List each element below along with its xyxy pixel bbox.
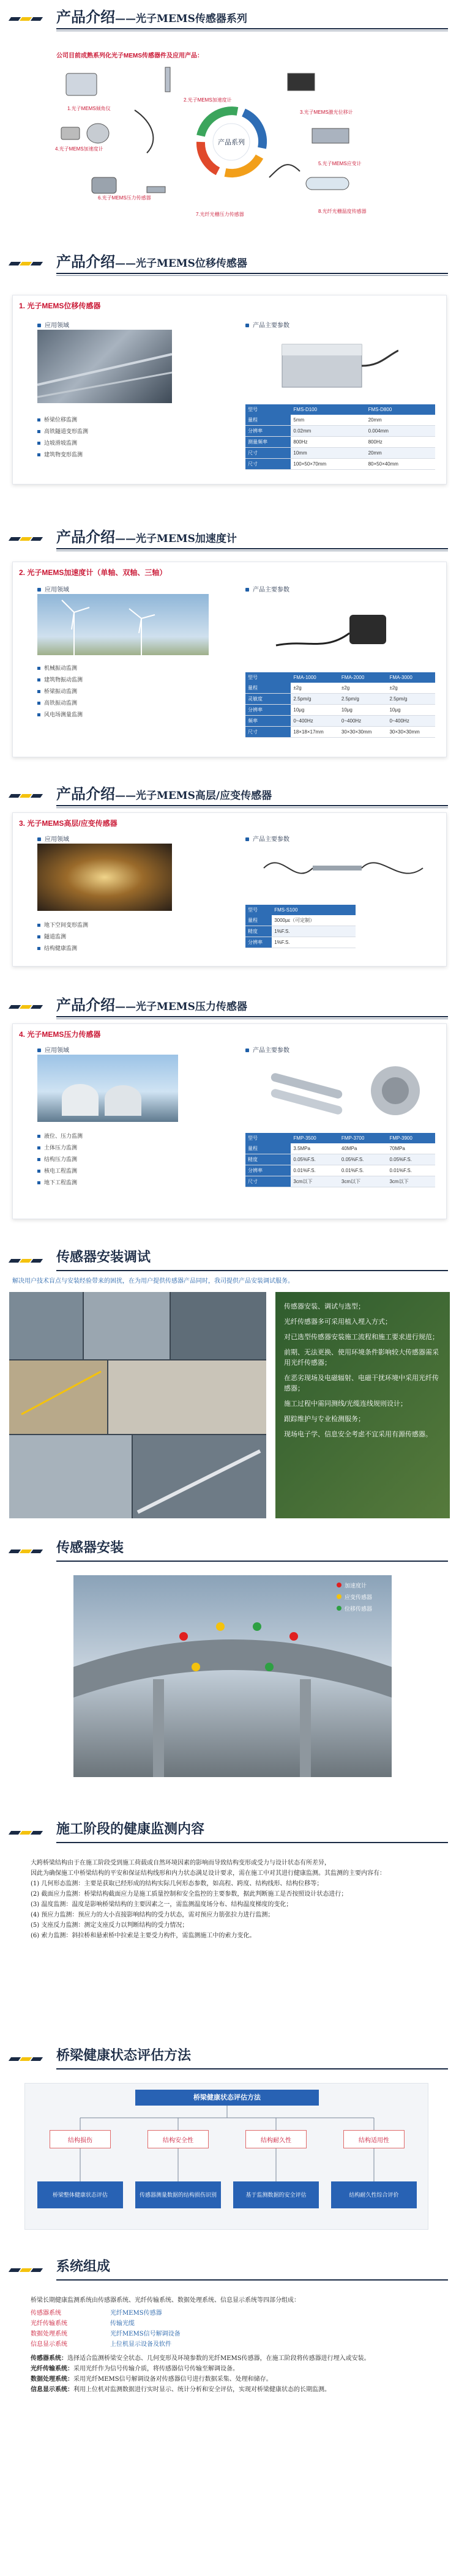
table-row: 量程 ±2g ±2g ±2g <box>245 683 435 694</box>
header-stripes-icon <box>7 527 44 552</box>
pressure-title: 产品介绍——光子MEMS压力传感器 <box>56 996 247 1014</box>
table-row: 分辨率 10μg 10μg 10μg <box>245 705 435 716</box>
legend-dot-icon <box>337 1606 341 1611</box>
bullet-icon <box>245 324 249 327</box>
accelerometer-tag: 2. 光子MEMS加速度计（单轴、双轴、三轴） <box>19 568 167 577</box>
list-item: 土体压力监测 <box>37 1143 83 1151</box>
table-row: 分辨率 0.01%F.S. 0.01%F.S. 0.01%F.S. <box>245 1165 435 1176</box>
product-label-5: 5.光子MEMS应变计 <box>318 161 362 166</box>
system-desc: 光纤传输系统：采用光纤作为信号传输介质，将传感器信号传输至解调设备。 <box>31 2366 239 2372</box>
header-stripes-icon <box>7 7 44 32</box>
header-stripes-icon <box>7 784 44 809</box>
displacement-app-list <box>37 412 88 462</box>
assessment-section <box>0 2040 459 2236</box>
list-item: 地下工程监测 <box>37 1178 83 1186</box>
displacement-tag: 1. 光子MEMS位移传感器 <box>19 302 101 310</box>
intro-lead: 公司目前成熟系列化光子MEMS传感器件及应用产品： <box>56 53 203 59</box>
list-item: 高铁振动监测 <box>37 699 83 707</box>
assessment-method: 桥梁整体健康状态评估 <box>37 2181 123 2208</box>
header-stripes-icon <box>7 2259 44 2283</box>
system-section <box>0 2251 459 2576</box>
list-item: 机械振动监测 <box>37 664 83 672</box>
accelerometer-section <box>0 520 459 771</box>
assessment-diagram <box>24 2083 428 2230</box>
list-item: 液位、压力监测 <box>37 1132 83 1140</box>
table-row: 尺寸 18×18×17mm 30×30×30mm 30×30×30mm <box>245 727 435 738</box>
displacement-spec-table: 型号 FMS-D100 FMS-D800 量程 5mm 20mm 分辨率 0.02mm 0.004mm 测量频率 800Hz 800Hz 尺寸 10mm 20mm 尺寸 100×50×70mm 80×50×40mm <box>245 404 435 470</box>
mount-title: 传感器安装 <box>56 1540 124 1556</box>
system-desc: 数据处理系统：采用光纤MEMS信号解调设备对传感器信号进行数据采集、处理和储存。 <box>31 2376 272 2383</box>
list-item: 隧道监测 <box>37 932 88 940</box>
construction-body: 大跨桥梁结构由于在施工阶段受到施工荷载或自然环境因素的影响而导致结构变形或受力与设计状态有所差异， 因此为确保施工中桥梁结构的平安和保证结构线形和内力状态满足设计要求，需在施工中对其进行健康监测。其监测的主要内容有： (1) 几何形态监测：主要是获取已经形成的结构实际几何形态参数，如高程、跨度、结构线形、结构位移等； (2) 截面应力监测：桥梁结构截面应力是施工质量控制和安全监控的主要参数，据此判断施工是否按照设计状态进行； (3) 温度监测：温度是影响桥梁结构的主要因素之一，需监测温度场分布、结构温度梯度的变化； (4) 预应力监测：预应力的大小直接影响结构的受力状态，需对预应力筋张拉力进行监测； (5) 支座反力监测：测定支座反力以判断结构的受力情况； (6) 索力监测：斜拉桥和悬索桥中拉索是主要受力构件，需监测施工中的索力变化。 <box>31 1860 386 1939</box>
mount-legend: 加速度计 应变传感器 位移传感器 <box>337 1581 372 1613</box>
strain-app-list <box>37 917 88 956</box>
header-stripes-icon <box>7 2047 44 2072</box>
product-label-4: 4.光子MEMS加速度计 <box>55 146 103 152</box>
intro-title: 产品介绍——光子MEMS传感器系列 <box>56 8 247 26</box>
pressure-section <box>0 988 459 1230</box>
bullet-icon <box>37 1049 41 1052</box>
product-label-2: 2.光子MEMS加速度计 <box>184 97 232 103</box>
assessment-method: 传感器测量数据的结构损伤识别 <box>135 2181 221 2208</box>
install-photo-collage <box>9 1292 266 1518</box>
displacement-card: 1. 光子MEMS位移传感器 应用领域 桥梁位移监测 高铁隧道变形监测 边坡滑坡监测 建筑物变形监测 产品主要参数 型号 FMS-D100 FMS-D800 量程 5mm 20mm 分辨率 0.02mm 0.004mm 测量频率 800Hz 800Hz 尺寸 10mm 20mm 尺寸 100×50×70mm 80×50×40mm <box>12 295 447 484</box>
header-stripes-icon <box>7 1249 44 1274</box>
accelerometer-product-image <box>270 596 417 664</box>
header-rule <box>56 28 448 29</box>
system-parts <box>31 2308 435 2350</box>
table-row: 分辨率 0.02mm 0.004mm <box>245 426 435 437</box>
table-row: 频率 0~400Hz 0~400Hz 0~400Hz <box>245 716 435 727</box>
bullet-icon <box>245 837 249 841</box>
strain-spec-table: 型号 FMS-S100 量程 3000με（可定制） 精度 1%F.S. 分辨率 1%F.S. <box>245 905 356 948</box>
pressure-app-list <box>37 1128 83 1190</box>
product-label-1: 1.光子MEMS倾角仪 <box>67 106 111 111</box>
list-item: 传感器安装、调试与选型； <box>284 1303 365 1310</box>
bullet-icon <box>245 1049 249 1052</box>
product-label-6: 6.光子MEMS压力传感器 <box>98 195 151 201</box>
construction-section <box>0 1814 459 2031</box>
system-title: 系统组成 <box>56 2259 111 2274</box>
table-row: 分辨率 1%F.S. <box>245 937 356 948</box>
product-label-8: 8.光纤光栅温度传感器 <box>318 209 367 214</box>
table-row: 量程 3000με（可定制） <box>245 915 356 926</box>
assessment-category: 结构耐久性 <box>245 2130 307 2148</box>
displacement-product-image <box>258 332 398 399</box>
strain-tag: 3. 光子MEMS高层/应变传感器 <box>19 819 118 828</box>
displacement-section <box>0 245 459 502</box>
list-item: 传感器系统 光纤MEMS传感器 <box>31 2310 162 2317</box>
product-label-7: 7.光纤光栅压力传感器 <box>196 212 244 217</box>
displacement-title: 产品介绍——光子MEMS位移传感器 <box>56 253 247 270</box>
list-item: 边坡滑坡监测 <box>37 439 88 447</box>
install-section <box>0 1242 459 1523</box>
bullet-icon <box>37 588 41 592</box>
product-label-3: 3.光子MEMS激光位移计 <box>300 109 353 115</box>
legend-dot-icon <box>337 1583 341 1587</box>
system-intro: 桥梁长期健康监测系统由传感器系统、光纤传输系统、数据处理系统、信息显示系统等四部分组成： <box>31 2297 300 2304</box>
list-item: 建筑物变形监测 <box>37 450 88 458</box>
accelerometer-card: 2. 光子MEMS加速度计（单轴、双轴、三轴） 应用领域 机械振动监测 建筑物振动监测 桥梁振动监测 高铁振动监测 风电场测量监测 产品主要参数 型号 FMA-1000 FMA-2000 FMA-3000 量程 ±2g ±2g ±2g 灵敏度 2.5pm/g 2.5pm/g 2.5pm/g 分辨率 10μg 10μg 10μg 频率 0~400Hz 0~400Hz 0~400Hz 尺寸 18×18×17mm 30×30×30mm 30×30×30mm <box>12 562 447 757</box>
assessment-title: 桥梁健康状态评估方法 <box>56 2047 192 2063</box>
install-lead: 解决用户技术盲点与安装经验带来的困扰，在为用户提供传感器产品同时，我司提供产品安装调试服务。 <box>12 1278 294 1285</box>
header-stripes-icon <box>7 252 44 277</box>
bullet-icon <box>37 837 41 841</box>
displacement-photo <box>37 330 172 403</box>
assessment-category: 结构安全性 <box>147 2130 209 2148</box>
bullet-icon <box>37 324 41 327</box>
strain-card: 3. 光子MEMS高层/应变传感器 应用领域 地下空间变形监测 隧道监测 结构健康监测 产品主要参数 型号 FMS-S100 量程 3000με（可定制） 精度 1%F.S. 分辨率 1%F.S. <box>12 812 447 967</box>
table-row: 精度 0.05%F.S. 0.05%F.S. 0.05%F.S. <box>245 1154 435 1165</box>
construction-title: 施工阶段的健康监测内容 <box>56 1821 205 1837</box>
install-points-panel <box>275 1292 450 1518</box>
legend-dot-icon <box>337 1594 341 1599</box>
list-item: 在恶劣现场及电磁辐射、电磁干扰环境中采用光纤传感器； <box>284 1375 439 1392</box>
table-row: 量程 5mm 20mm <box>245 415 435 426</box>
install-title: 传感器安装调试 <box>56 1249 151 1265</box>
list-item: 建筑物振动监测 <box>37 675 83 683</box>
table-row: 量程 3.5MPa 40MPa 70MPa <box>245 1143 435 1154</box>
list-item: 桥梁振动监测 <box>37 687 83 695</box>
assessment-method: 结构耐久性综合评价 <box>331 2181 417 2208</box>
bullet-icon <box>245 588 249 592</box>
list-item: 信息显示系统 上位机显示设备及软件 <box>31 2341 171 2348</box>
list-item: 风电场测量监测 <box>37 710 83 718</box>
assessment-method: 基于监测数据的安全评估 <box>233 2181 319 2208</box>
system-desc: 信息显示系统：利用上位机对监测数据进行实时显示、统计分析和安全评估，实现对桥梁健康状态的长期监测。 <box>31 2386 330 2393</box>
assessment-category: 结构损伤 <box>50 2130 111 2148</box>
table-row: 测量频率 800Hz 800Hz <box>245 437 435 448</box>
system-desc: 传感器系统：选择适合监测桥梁安全状态、几何变形及环境参数的光纤MEMS传感器，在施工阶段将传感器进行埋入或安装。 <box>31 2355 370 2362</box>
pressure-tag: 4. 光子MEMS压力传感器 <box>19 1030 101 1039</box>
list-item: 施工过程中需同测线/光缆连线规则设计； <box>284 1400 408 1408</box>
table-row: 灵敏度 2.5pm/g 2.5pm/g 2.5pm/g <box>245 694 435 705</box>
strain-product-image <box>258 844 429 893</box>
list-item: 桥梁位移监测 <box>37 415 88 423</box>
table-row: 尺寸 100×50×70mm 80×50×40mm <box>245 459 435 470</box>
table-row: 尺寸 10mm 20mm <box>245 448 435 459</box>
system-body <box>31 2295 435 2395</box>
list-item: 跟踪维护与专业检测服务； <box>284 1416 365 1423</box>
list-item: 数据处理系统 光纤MEMS信号解调设备 <box>31 2331 181 2337</box>
list-item: 核电工程监测 <box>37 1167 83 1175</box>
list-item: 结构健康监测 <box>37 944 88 952</box>
header-stripes-icon <box>7 1821 44 1846</box>
strain-title: 产品介绍——光子MEMS高层/应变传感器 <box>56 785 272 803</box>
list-item: 对已选型传感器安装施工流程和施工要求进行规范； <box>284 1334 439 1341</box>
header-stripes-icon <box>7 995 44 1020</box>
list-item: 结构压力监测 <box>37 1155 83 1163</box>
strain-section <box>0 777 459 979</box>
pressure-spec-table: 型号 FMP-3500 FMP-3700 FMP-3900 量程 3.5MPa 40MPa 70MPa 精度 0.05%F.S. 0.05%F.S. 0.05%F.S. 分辨率 0.01%F.S. 0.01%F.S. 0.01%F.S. 尺寸 3cm以下 3cm以下 3cm以下 <box>245 1133 435 1187</box>
list-item: 光纤传输系统 传输光缆 <box>31 2320 135 2327</box>
header-stripes-icon <box>7 1540 44 1564</box>
table-row: 尺寸 3cm以下 3cm以下 3cm以下 <box>245 1176 435 1187</box>
intro-section <box>0 0 459 226</box>
pressure-product-image <box>252 1057 435 1124</box>
assessment-category: 结构适用性 <box>343 2130 405 2148</box>
nuclear-plant-photo <box>37 1055 178 1122</box>
list-item: 前期、无法更换、使用环境条件影响较大传感器需采用光纤传感器； <box>284 1349 439 1367</box>
list-item: 现场电子学、信息安全考虑不宜采用有源传感器。 <box>284 1431 432 1438</box>
center-label: 产品系列 <box>218 139 245 146</box>
accelerometer-title: 产品介绍——光子MEMS加速度计 <box>56 528 237 546</box>
list-item: 光纤传感器多可采用植入埋入方式； <box>284 1318 392 1326</box>
accelerometer-app-list <box>37 660 83 722</box>
install-points-list <box>275 1292 450 1450</box>
list-item: 高铁隧道变形监测 <box>37 427 88 435</box>
table-row: 精度 1%F.S. <box>245 926 356 937</box>
assessment-banner: 桥梁健康状态评估方法 <box>135 2090 319 2106</box>
list-item: 地下空间变形监测 <box>37 921 88 929</box>
accelerometer-spec-table: 型号 FMA-1000 FMA-2000 FMA-3000 量程 ±2g ±2g ±2g 灵敏度 2.5pm/g 2.5pm/g 2.5pm/g 分辨率 10μg 10μg 10μg 频率 0~400Hz 0~400Hz 0~400Hz 尺寸 18×18×17mm 30×30×30mm 30×30×30mm <box>245 672 435 738</box>
wind-turbine-photo <box>37 594 209 655</box>
mount-section <box>0 1532 459 1789</box>
tunnel-photo <box>37 844 172 911</box>
pressure-card: 4. 光子MEMS压力传感器 应用领域 液位、压力监测 土体压力监测 结构压力监测 核电工程监测 地下工程监测 产品主要参数 型号 FMP-3500 FMP-3700 FMP-3900 量程 3.5MPa 40MPa 70MPa 精度 0.05%F.S. 0.05%F.S. 0.05%F.S. 分辨率 0.01%F.S. 0.01%F.S. 0.01%F.S. 尺寸 3cm以下 3cm以下 3cm以下 <box>12 1023 447 1219</box>
